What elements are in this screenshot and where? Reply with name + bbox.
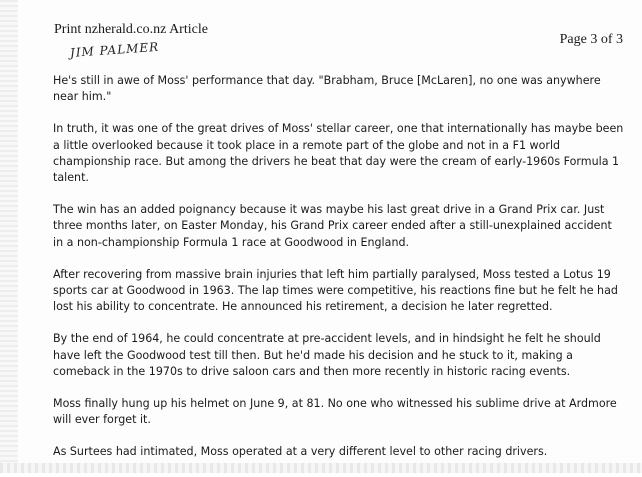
paragraph: In truth, it was one of the great drives of Moss' stellar career, one that internationally has maybe been a little overlooked because it took place in a remote part of the globe and not in a F1 world championship race. But among the drivers he beat that day were the cream of early-1960s Formula 1 talent. xyxy=(53,122,624,185)
handwritten-note: JIM PALMER xyxy=(69,39,160,60)
paragraph: After recovering from massive brain injuries that left him partially paralysed, Moss tested a Lotus 19 sports car at Goodwood in 1963. The lap times were competitive, his reactions fine but he felt he had lost his ability to concentrate. He announced his retirement, a decision he later regretted. xyxy=(53,267,618,314)
paragraph: As Surtees had intimated, Moss operated at a very different level to other racing drivers. xyxy=(53,445,548,459)
scan-edge-left xyxy=(0,0,18,473)
paragraph: Moss finally hung up his helmet on June 9, at 81. No one who witnessed his sublime drive at Ardmore will ever forget it. xyxy=(53,397,617,427)
page-indicator: Page 3 of 3 xyxy=(559,32,623,47)
paragraph: The win has an added poignancy because it was maybe his last great drive in a Grand Prix car. Just three months later, on Easter Monday, his Grand Prix career ended after a still-unexplained accident in a non-championship Formula 1 race at Goodwood in England. xyxy=(53,203,612,249)
paragraph: By the end of 1964, he could concentrate at pre-accident levels, and in hindsight he felt he should have left the Goodwood test till then. But he'd made his decision and he stuck to it, making a comeback in the 1970s to drive saloon cars and then more recently in historic racing events. xyxy=(53,332,601,378)
paragraph: He's still in awe of Moss' performance that day. "Brabham, Bruce [McLaren], no one was anywhere near him." xyxy=(53,74,601,104)
article-source-header: Print nzherald.co.nz Article xyxy=(54,22,208,37)
article-body xyxy=(53,73,625,477)
